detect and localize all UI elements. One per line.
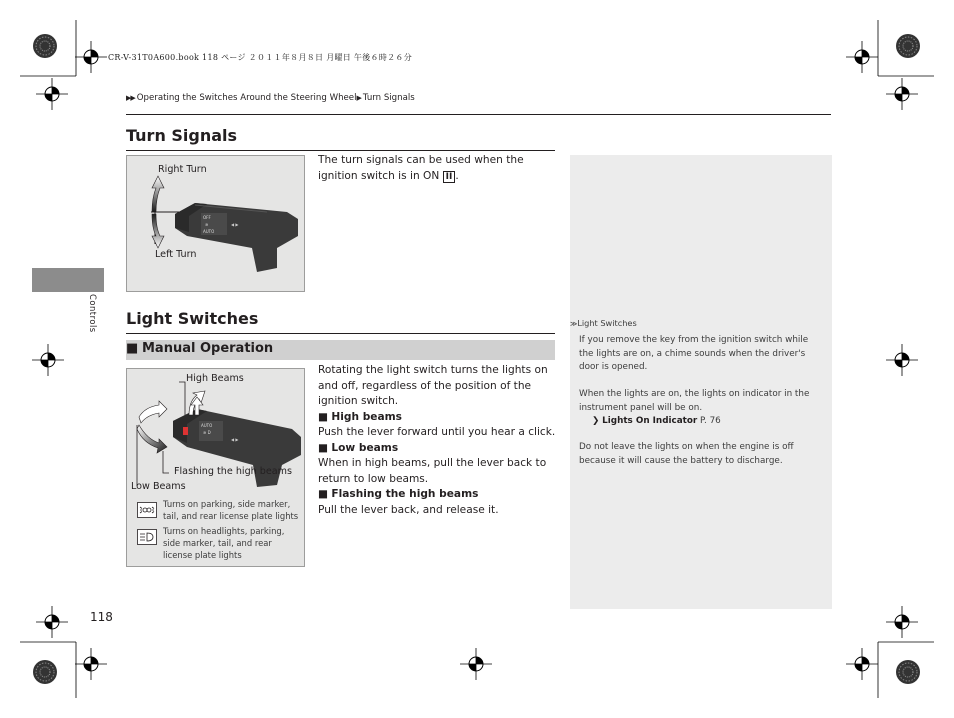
- svg-text:◀ ▶: ◀ ▶: [231, 222, 239, 227]
- low-beams-marker: ■: [318, 441, 329, 454]
- turn-signals-description: [318, 153, 558, 185]
- reference-arrow-icon: ❯: [592, 416, 600, 426]
- low-beams-text: When in high beams, pull the lever back to return to low beams.: [318, 457, 547, 485]
- side-note-p1: If you remove the key from the ignition switch while the lights are on, a chime sounds when the driver's door is opened.: [579, 335, 809, 372]
- svg-text:AUTO: AUTO: [201, 423, 213, 428]
- breadcrumb-current: Turn Signals: [362, 93, 415, 103]
- light-switch-figure: [126, 368, 305, 567]
- side-notes-title-text: Light Switches: [577, 318, 637, 328]
- section-tab-label: Controls: [88, 294, 98, 333]
- svg-text:AUTO: AUTO: [203, 229, 215, 234]
- side-notes-title-marker: ≫: [570, 320, 578, 328]
- side-note-p3: Do not leave the lights on when the engine is off because it will cause the battery to discharge.: [579, 442, 794, 466]
- header-rule: [126, 114, 831, 115]
- high-beams-marker: ■: [318, 410, 329, 423]
- legend-parking-text: Turns on parking, side marker, tail, and rear license plate lights: [163, 499, 299, 521]
- light-switches-rule: [126, 333, 555, 334]
- manual-operation-bar: [126, 340, 555, 360]
- light-switches-intro: Rotating the light switch turns the lights on and off, regardless of the position of the ignition switch.: [318, 364, 548, 407]
- turn-signals-text: The turn signals can be used when the ignition switch is in ON: [318, 154, 524, 182]
- turn-signals-text-end: .: [455, 169, 459, 182]
- reference-title: Lights On Indicator: [602, 416, 698, 426]
- legend-headlight-text: Turns on headlights, parking, side marker, tail, and rear license plate lights: [163, 526, 285, 560]
- lights-on-indicator-link[interactable]: [592, 415, 721, 429]
- parking-light-icon: [137, 502, 157, 518]
- low-beams-item: [318, 441, 558, 488]
- low-beams-label: Low Beams: [131, 481, 186, 492]
- headlight-icon: [137, 529, 157, 545]
- light-switches-description: [318, 363, 558, 518]
- turn-signals-heading: Turn Signals: [126, 126, 238, 145]
- svg-text:OFF: OFF: [203, 215, 211, 220]
- light-switches-heading: Light Switches: [126, 309, 259, 328]
- breadcrumb-arrows: ▶▶: [126, 94, 135, 102]
- section-tab[interactable]: [32, 268, 104, 292]
- low-beams-title: Low beams: [331, 441, 399, 454]
- flashing-title: Flashing the high beams: [331, 488, 479, 500]
- page-number: 118: [90, 610, 113, 624]
- side-notes-panel: [570, 155, 832, 609]
- flashing-item: [318, 487, 558, 518]
- turn-signal-figure: [126, 155, 305, 292]
- turn-signal-lever-illustration: [127, 156, 306, 293]
- svg-text:◀ ▶: ◀ ▶: [231, 437, 239, 442]
- high-beams-text: Push the lever forward until you hear a click.: [318, 426, 556, 438]
- high-beams-item: [318, 410, 558, 441]
- print-info: CR-V-31T0A600.book 118 ページ ２０１１年８月８日 月曜日 午後６時２６分: [108, 53, 413, 62]
- reference-page: P. 76: [700, 416, 721, 426]
- svg-text:≋ D: ≋ D: [203, 430, 211, 435]
- turn-signals-rule: [126, 150, 555, 151]
- right-turn-label: Right Turn: [158, 164, 207, 175]
- breadcrumb: [126, 93, 415, 103]
- high-beams-title: High beams: [331, 410, 402, 423]
- side-notes-title: [570, 318, 637, 328]
- flashing-high-beams-label: Flashing the high beams: [174, 466, 293, 477]
- breadcrumb-separator: ▶: [356, 94, 361, 102]
- breadcrumb-parent[interactable]: Operating the Switches Around the Steering Wheel: [136, 93, 357, 103]
- ignition-on-symbol: II: [443, 171, 456, 183]
- flashing-text: Pull the lever back, and release it.: [318, 503, 499, 516]
- manual-operation-marker: ■: [126, 341, 139, 356]
- left-turn-label: Left Turn: [155, 249, 197, 260]
- flashing-marker: ■: [318, 488, 329, 500]
- side-note-p2: When the lights are on, the lights on indicator in the instrument panel will be on.: [579, 389, 810, 413]
- high-beams-label: High Beams: [186, 373, 244, 384]
- svg-text:≋: ≋: [205, 222, 209, 227]
- manual-operation-heading: Manual Operation: [142, 341, 274, 356]
